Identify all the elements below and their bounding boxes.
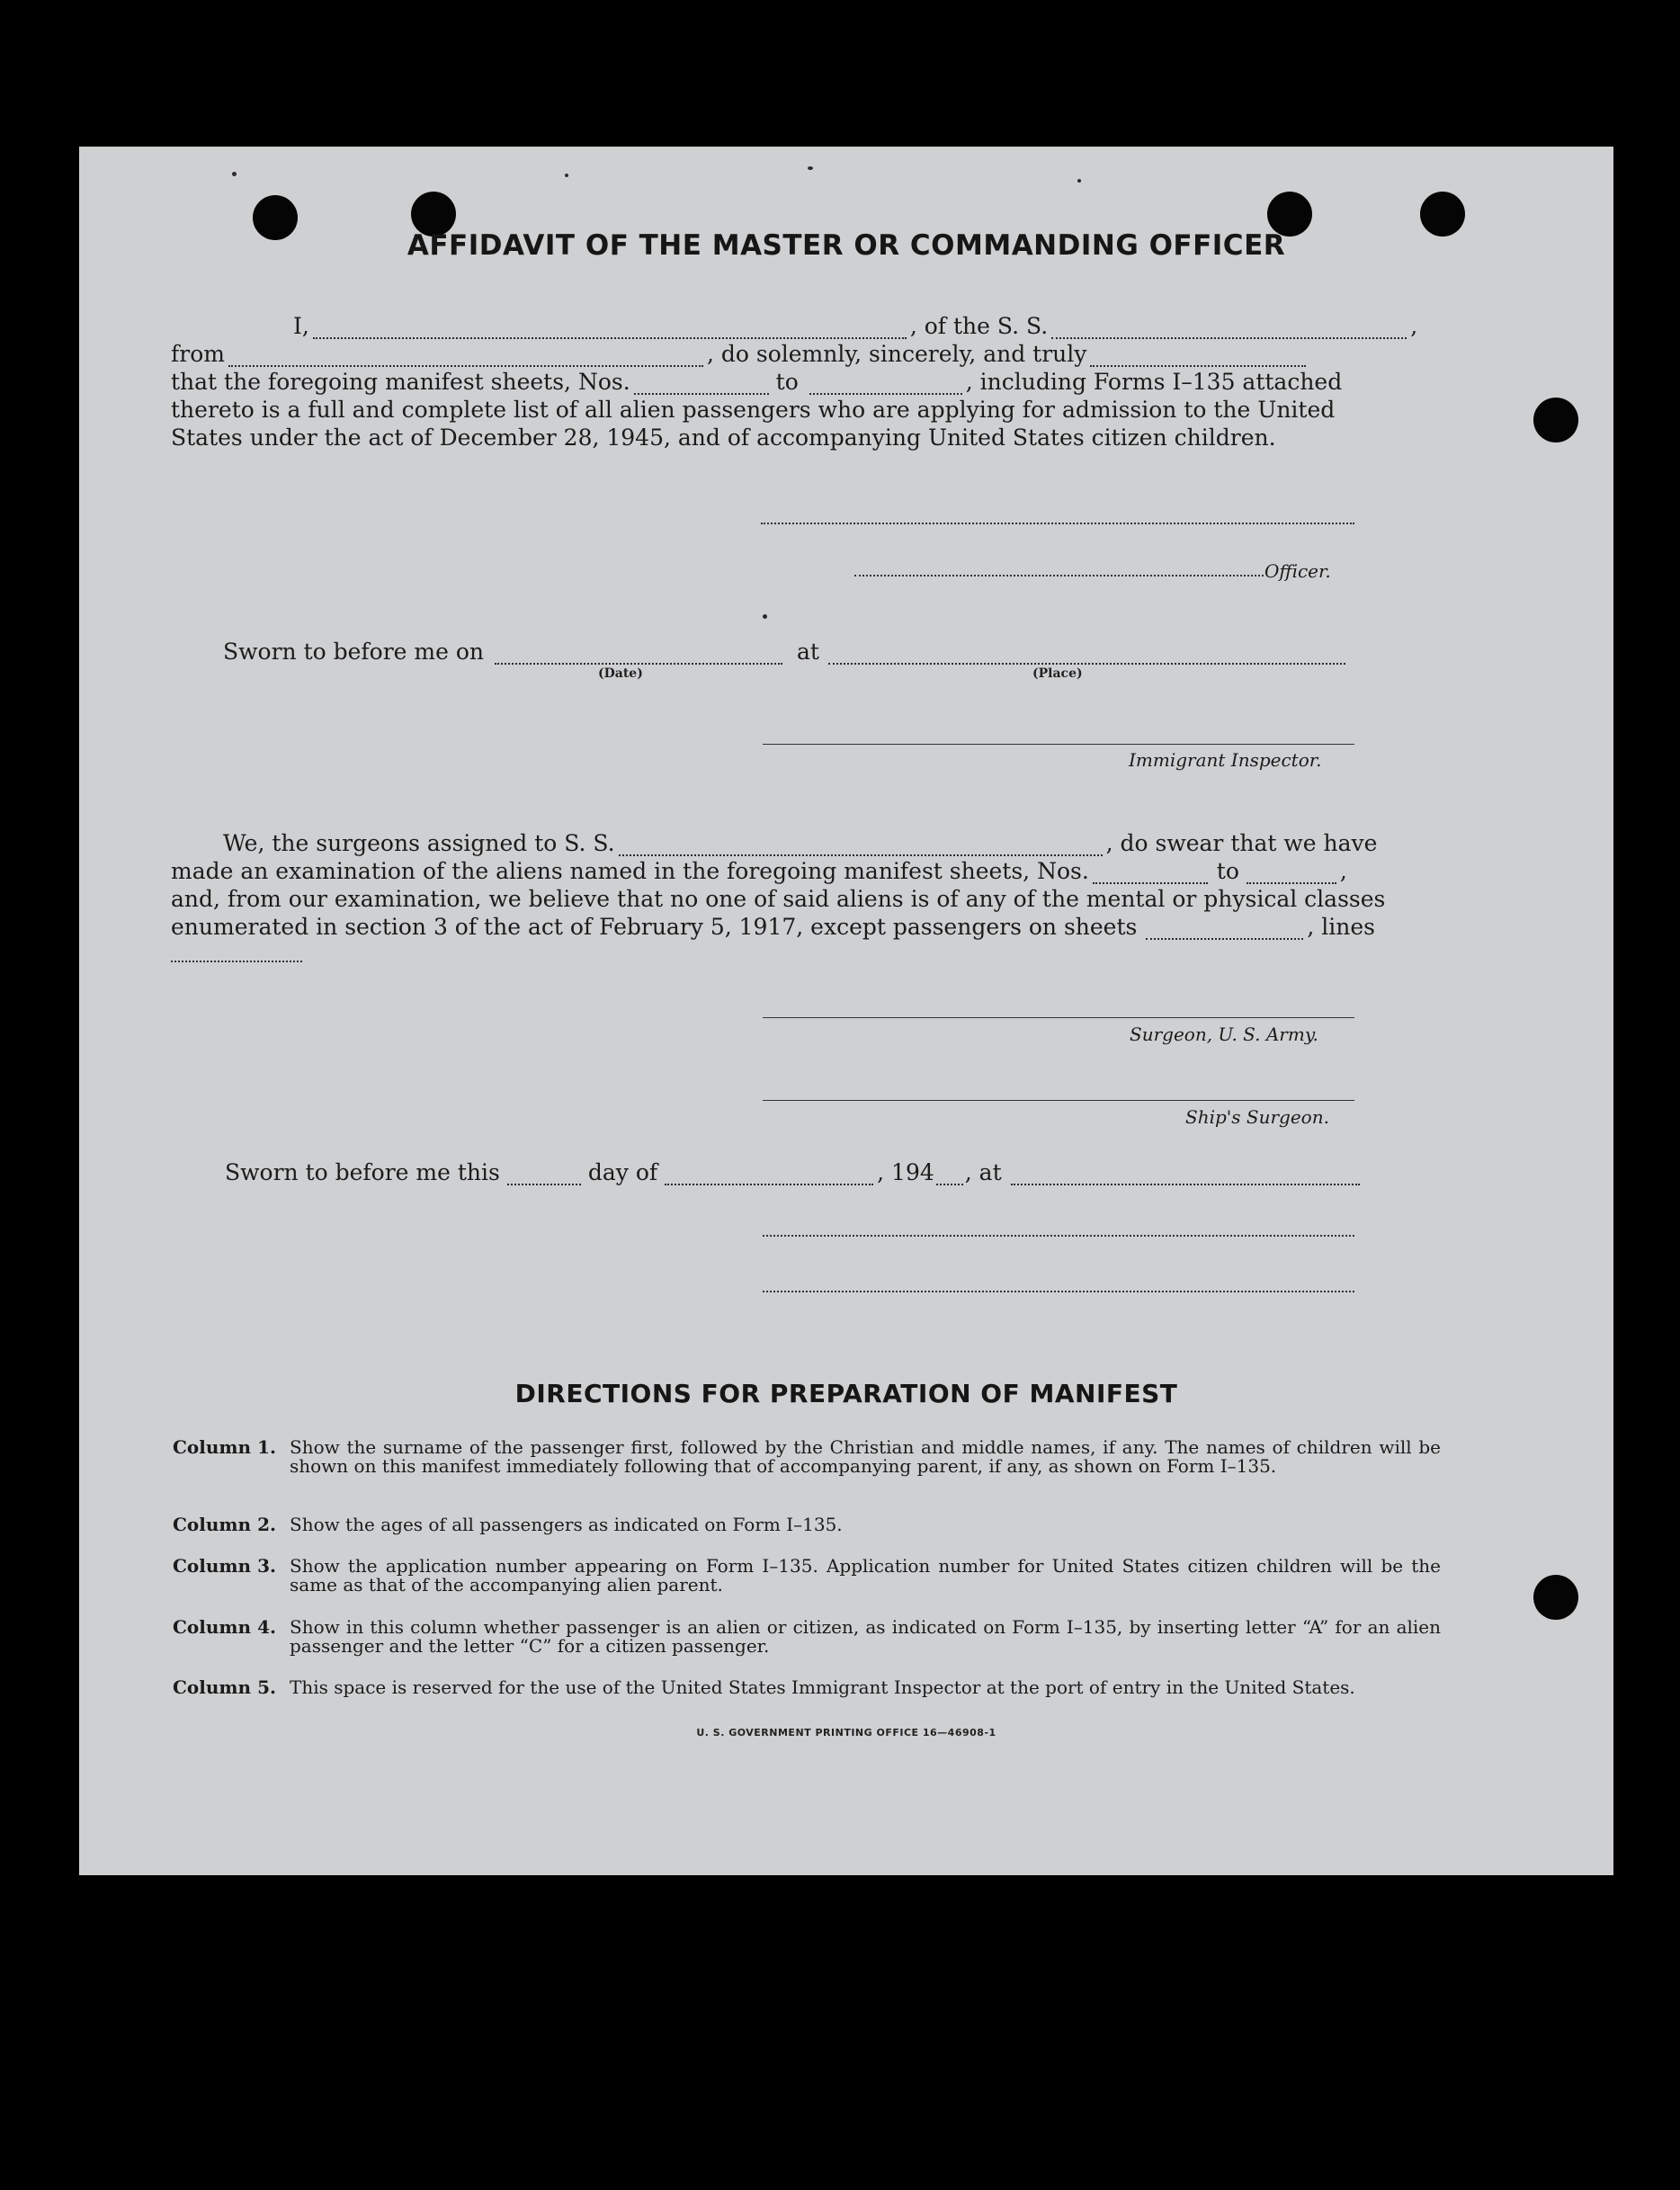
surgeons-line-1: We, the surgeons assigned to S. S. , do swear that we have [223,830,1378,856]
sworn-date-field[interactable] [495,645,782,665]
sworn-at-field[interactable] [1011,1166,1360,1185]
speck [1077,179,1081,183]
surgeons-ship-field[interactable] [619,836,1103,856]
affidavit-line-5: States under the act of December 28, 1945, and of accompanying United States citizen children. [171,425,1276,451]
sworn-place-field[interactable] [828,645,1345,665]
army-surgeon-label: Surgeon, U. S. Army. [1130,1023,1318,1045]
surgeons-sheet-from-field[interactable] [1093,864,1208,884]
master-name-field[interactable] [313,319,907,339]
surgeons-line-3: and, from our examination, we believe that no one of said aliens is of any of the mental or physical classes [171,886,1386,912]
affidavit-line-1: I, , of the S. S. , [293,313,1418,339]
speck [763,614,767,619]
form-page [79,147,1613,1875]
ship-name-field[interactable] [1051,319,1407,339]
punch-hole [1533,398,1578,442]
officer-label: Officer. [1264,560,1331,582]
ship-surgeon-signature-line[interactable] [763,1100,1354,1101]
sworn-day-line: Sworn to before me this day of , 194 , at [225,1159,1363,1185]
sworn-month-field[interactable] [665,1166,873,1185]
inspector-signature-line[interactable] [763,744,1354,745]
place-caption: (Place) [1032,666,1083,681]
from-port-field[interactable] [228,347,703,367]
punch-hole [1533,1575,1578,1620]
direction-column-1: Column 1. Show the surname of the passenger first, followed by the Christian and middle names, if any. The names of children will be shown on this manifest immediately following that of accompanying parent, if any, as shown on Form I–135. [173,1436,1441,1477]
speck [565,174,568,177]
affidavit-line-2: from , do solemnly, sincerely, and truly [171,341,1309,367]
surgeons-line-2: made an examination of the aliens named in the foregoing manifest sheets, Nos. to , [171,858,1347,884]
army-surgeon-signature-line[interactable] [763,1017,1354,1018]
master-signature-line[interactable] [761,523,1354,524]
excepted-sheets-field[interactable] [1146,920,1303,940]
direction-column-2: Column 2. Show the ages of all passengers as indicated on Form I–135. [173,1514,843,1535]
surgeons-sheet-to-field[interactable] [1247,864,1336,884]
speck [808,166,813,170]
ship-surgeon-label: Ship's Surgeon. [1185,1106,1329,1128]
direction-column-3: Column 3. Show the application number appearing on Form I–135. Application number for United States citizen children will be the same as that of the accompanying alien parent. [173,1555,1441,1596]
directions-title: DIRECTIONS FOR PREPARATION OF MANIFEST [514,1379,1178,1408]
sworn-year-field[interactable] [936,1166,963,1185]
inspector-signature-line-2[interactable] [763,1235,1354,1237]
officer-title-line[interactable] [854,575,1264,577]
inspector-title-line-2[interactable] [763,1291,1354,1292]
form-title: AFFIDAVIT OF THE MASTER OR COMMANDING OFFICER [407,229,1286,262]
oath-field[interactable] [1090,347,1306,367]
sworn-date-place-line: Sworn to before me on at [223,639,1349,665]
direction-column-5: Column 5. This space is reserved for the use of the United States Immigrant Inspector at the port of entry in the United States. [173,1676,1355,1698]
speck [232,172,237,176]
excepted-lines-field[interactable] [171,961,302,962]
printing-office-footer: U. S. GOVERNMENT PRINTING OFFICE 16—46908-1 [696,1727,996,1739]
surgeons-line-4: enumerated in section 3 of the act of February 5, 1917, except passengers on sheets , lines [171,914,1375,940]
sheet-to-field[interactable] [809,375,962,395]
sworn-day-field[interactable] [507,1166,581,1185]
affidavit-line-4: thereto is a full and complete list of all alien passengers who are applying for admission to the United [171,397,1336,423]
date-caption: (Date) [598,666,643,681]
sheet-from-field[interactable] [634,375,769,395]
direction-column-4: Column 4. Show in this column whether passenger is an alien or citizen, as indicated on Form I–135, by inserting letter “A” for an alien passenger and the letter “C” for a citizen passenger. [173,1616,1441,1657]
inspector-label: Immigrant Inspector. [1129,749,1322,771]
affidavit-line-3: that the foregoing manifest sheets, Nos. to , including Forms I–135 attached [171,369,1343,395]
